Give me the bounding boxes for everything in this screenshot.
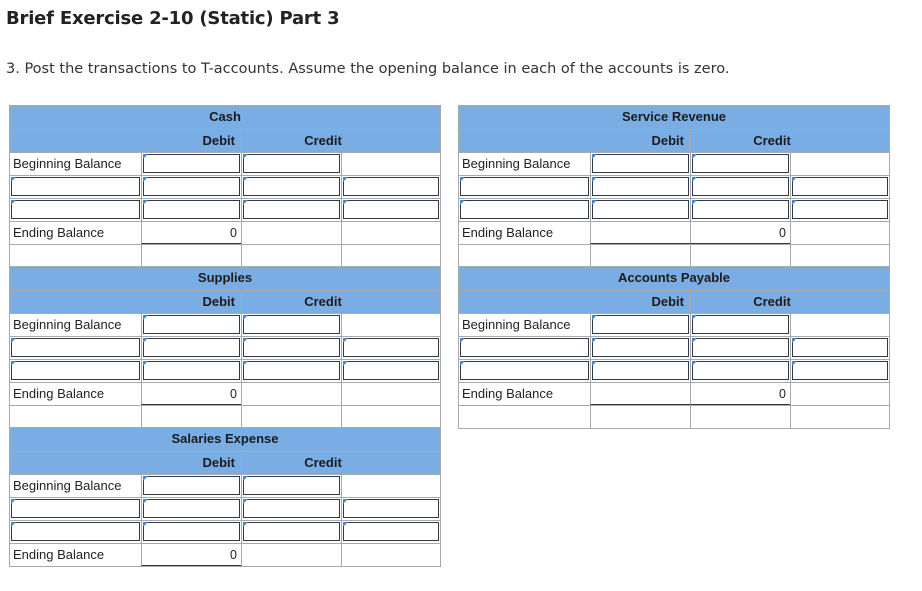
beginning-debit-input[interactable] [143, 315, 240, 334]
entry-row [10, 336, 440, 359]
debit-header: Debit [651, 294, 684, 309]
ending-balance-row [459, 382, 889, 405]
entry-label-input[interactable] [11, 200, 140, 219]
entry-row [10, 359, 440, 382]
account-header [459, 267, 889, 290]
ending-balance-row [10, 382, 440, 405]
beginning-balance-row [10, 152, 440, 175]
entry-row [459, 336, 889, 359]
ending-balance-row [459, 221, 889, 244]
beginning-credit-input[interactable] [243, 476, 340, 495]
spacer-cell [341, 544, 440, 566]
spacer-cell [790, 314, 889, 336]
beginning-balance-label: Beginning Balance [13, 478, 122, 493]
entry-label-input[interactable] [11, 522, 140, 541]
entry-debit-input[interactable] [592, 361, 689, 380]
account-name: Supplies [197, 270, 253, 285]
entry-label-input[interactable] [460, 200, 589, 219]
entry-label-input-right[interactable] [343, 177, 439, 196]
column-headers [459, 290, 889, 313]
spacer-cell [341, 475, 440, 497]
entry-credit-input[interactable] [692, 361, 789, 380]
beginning-balance-label: Beginning Balance [13, 317, 122, 332]
ending-balance-label: Ending Balance [13, 386, 105, 401]
entry-debit-input[interactable] [592, 200, 689, 219]
credit-header: Credit [304, 294, 342, 309]
entry-row [459, 198, 889, 221]
account-header [10, 106, 440, 129]
debit-header: Debit [651, 133, 684, 148]
entry-credit-input[interactable] [692, 200, 789, 219]
ending-credit-value: 0 [690, 383, 790, 405]
entry-row [10, 520, 440, 543]
debit-header: Debit [202, 455, 235, 470]
entry-row [10, 175, 440, 198]
ending-balance-label: Ending Balance [13, 547, 105, 562]
entry-label-input[interactable] [11, 338, 140, 357]
beginning-balance-row [10, 313, 440, 336]
credit-header: Credit [753, 294, 791, 309]
ending-balance-label: Ending Balance [462, 386, 554, 401]
account-name: Salaries Expense [171, 431, 279, 446]
instruction-text: 3. Post the transactions to T-accounts. Assume the opening balance in each of the accounts is zero. [6, 61, 730, 77]
ending-balance-row [10, 543, 440, 566]
column-headers [10, 451, 440, 474]
column-headers [10, 290, 440, 313]
beginning-debit-input[interactable] [592, 315, 689, 334]
t-account [458, 105, 890, 268]
ending-credit-value [241, 544, 341, 566]
credit-header: Credit [304, 455, 342, 470]
blank-row [10, 244, 440, 267]
entry-debit-input[interactable] [143, 499, 240, 518]
column-headers [10, 129, 440, 152]
ending-debit-value: 0 [141, 383, 241, 405]
entry-row [10, 198, 440, 221]
entry-row [459, 359, 889, 382]
ending-debit-value [590, 222, 690, 244]
entry-label-input[interactable] [460, 338, 589, 357]
entry-debit-input[interactable] [143, 361, 240, 380]
entry-credit-input[interactable] [692, 177, 789, 196]
entry-credit-input[interactable] [243, 361, 340, 380]
ending-credit-value [241, 383, 341, 405]
spacer-cell [341, 314, 440, 336]
beginning-balance-label: Beginning Balance [13, 156, 122, 171]
entry-label-input[interactable] [460, 361, 589, 380]
entry-debit-input[interactable] [592, 338, 689, 357]
entry-debit-input[interactable] [143, 177, 240, 196]
entry-label-input-right[interactable] [343, 361, 439, 380]
entry-label-input[interactable] [11, 499, 140, 518]
entry-debit-input[interactable] [143, 200, 240, 219]
entry-credit-input[interactable] [243, 499, 340, 518]
column-headers [459, 129, 889, 152]
t-account [9, 427, 441, 567]
ending-balance-label: Ending Balance [462, 225, 554, 240]
ending-balance-label: Ending Balance [13, 225, 105, 240]
entry-label-input-right[interactable] [343, 200, 439, 219]
entry-row [10, 497, 440, 520]
entry-label-input-right[interactable] [343, 338, 439, 357]
debit-header: Debit [202, 294, 235, 309]
blank-row [459, 405, 889, 428]
entry-row [459, 175, 889, 198]
account-header [10, 267, 440, 290]
t-account [9, 266, 441, 429]
ending-credit-value [241, 222, 341, 244]
entry-debit-input[interactable] [592, 177, 689, 196]
ending-debit-value [590, 383, 690, 405]
account-name: Accounts Payable [618, 270, 730, 285]
credit-header: Credit [304, 133, 342, 148]
entry-label-input-right[interactable] [792, 338, 888, 357]
spacer-cell [341, 383, 440, 405]
account-header [459, 106, 889, 129]
beginning-credit-input[interactable] [243, 154, 340, 173]
account-name: Cash [209, 109, 241, 124]
entry-credit-input[interactable] [243, 522, 340, 541]
ending-debit-value: 0 [141, 222, 241, 244]
beginning-credit-input[interactable] [692, 154, 789, 173]
beginning-debit-input[interactable] [143, 476, 240, 495]
entry-label-input-right[interactable] [792, 361, 888, 380]
beginning-credit-input[interactable] [692, 315, 789, 334]
spacer-cell [341, 222, 440, 244]
beginning-balance-label: Beginning Balance [462, 156, 571, 171]
entry-credit-input[interactable] [243, 200, 340, 219]
beginning-balance-label: Beginning Balance [462, 317, 571, 332]
beginning-balance-row [459, 313, 889, 336]
account-name: Service Revenue [621, 109, 727, 124]
entry-label-input-right[interactable] [792, 200, 888, 219]
ending-debit-value: 0 [141, 544, 241, 566]
blank-row [10, 405, 440, 428]
entry-label-input[interactable] [460, 177, 589, 196]
debit-header: Debit [202, 133, 235, 148]
beginning-credit-input[interactable] [243, 315, 340, 334]
beginning-balance-row [10, 474, 440, 497]
blank-row [459, 244, 889, 267]
account-header [10, 428, 440, 451]
entry-credit-input[interactable] [243, 338, 340, 357]
entry-label-input-right[interactable] [343, 499, 439, 518]
entry-label-input[interactable] [11, 177, 140, 196]
spacer-cell [341, 153, 440, 175]
entry-credit-input[interactable] [243, 177, 340, 196]
spacer-cell [790, 222, 889, 244]
entry-label-input[interactable] [11, 361, 140, 380]
credit-header: Credit [753, 133, 791, 148]
beginning-debit-input[interactable] [143, 154, 240, 173]
entry-debit-input[interactable] [143, 522, 240, 541]
page-title: Brief Exercise 2-10 (Static) Part 3 [6, 8, 340, 29]
t-account [9, 105, 441, 268]
spacer-cell [790, 383, 889, 405]
ending-balance-row [10, 221, 440, 244]
t-account [458, 266, 890, 429]
entry-label-input-right[interactable] [792, 177, 888, 196]
entry-label-input-right[interactable] [343, 522, 439, 541]
ending-credit-value: 0 [690, 222, 790, 244]
beginning-debit-input[interactable] [592, 154, 689, 173]
spacer-cell [790, 153, 889, 175]
beginning-balance-row [459, 152, 889, 175]
entry-credit-input[interactable] [692, 338, 789, 357]
entry-debit-input[interactable] [143, 338, 240, 357]
